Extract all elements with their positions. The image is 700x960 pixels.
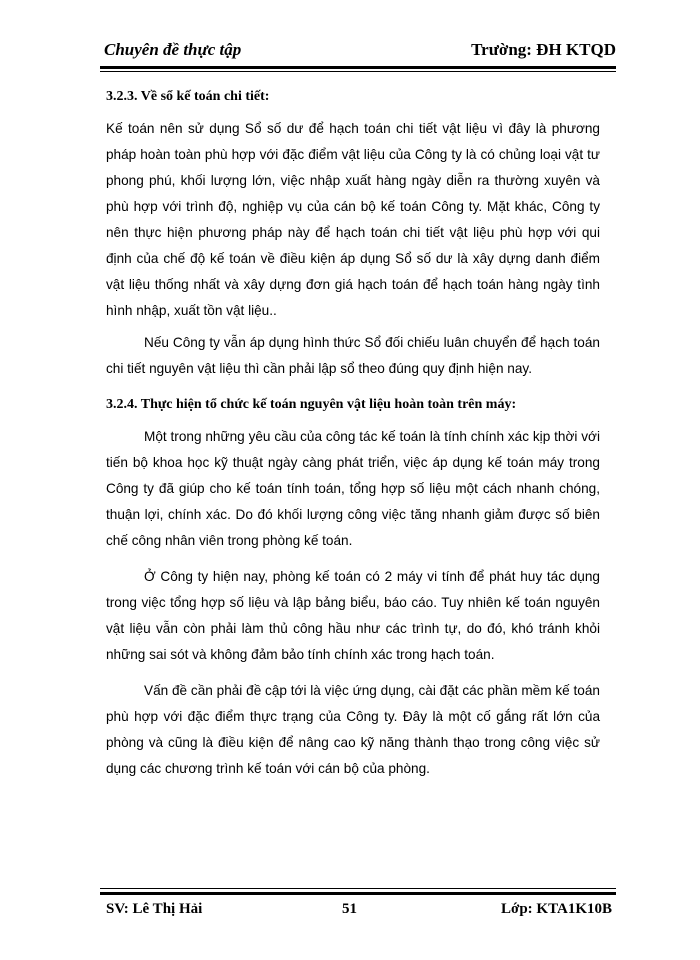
section-heading-3-2-3: 3.2.3. Về sổ kế toán chi tiết: — [106, 89, 270, 104]
header-bar — [104, 40, 616, 62]
page-body — [106, 84, 600, 782]
paragraph: Kế toán nên sử dụng Sổ số dư để hạch toán chi tiết vật liệu vì đây là phương pháp hoàn toàn phù hợp với đặc điểm vật liệu của Công ty là có chủng loại vật tư phong phú, khối lượng lớn, việc nhập xuất hàng ngày diễn ra thường xuyên và phù hợp với trình độ, nghiệp vụ của cán bộ kế toán Công ty. Mặt khác, Công ty nên thực hiện phương pháp này để hạch toán chi tiết vật liệu phù hợp với qui định của chế độ kế toán về điều kiện áp dụng Sổ số dư là xây dựng danh điểm vật liệu thống nhất và xây dựng đơn giá hạch toán để hạch toán hàng ngày tình hình nhập, xuất tồn vật liệu.. — [106, 121, 600, 318]
class-code: Lớp: KTA1K10B — [501, 901, 612, 917]
paragraph: Nếu Công ty vẫn áp dụng hình thức Sổ đối chiếu luân chuyển để hạch toán chi tiết nguyên vật liệu thì cần phải lập sổ theo đúng quy định hiện nay. — [106, 335, 600, 376]
footer-bar — [106, 901, 612, 923]
header-rule-thin — [100, 71, 616, 72]
page-number: 51 — [342, 901, 357, 917]
university-label: Trường: ĐH KTQD — [471, 40, 616, 59]
header-rule-thick — [100, 66, 616, 69]
section-heading-3-2-4: 3.2.4. Thực hiện tổ chức kế toán nguyên vật liệu hoàn toàn trên máy: — [106, 397, 517, 412]
paragraph: Vấn đề cần phải đề cập tới là việc ứng dụng, cài đặt các phần mềm kế toán phù hợp với đặc điểm thực trạng của Công ty. Đây là một cố gắng rất lớn của phòng và cũng là điều kiện để nâng cao kỹ năng thành thạo trong công việc sử dụng các chương trình kế toán với cán bộ của phòng. — [106, 683, 600, 776]
student-name: SV: Lê Thị Hải — [106, 901, 203, 917]
footer-rule-thick — [100, 892, 616, 895]
document-type-label: Chuyên đề thực tập — [104, 40, 242, 59]
paragraph: Ở Công ty hiện nay, phòng kế toán có 2 máy vi tính để phát huy tác dụng trong việc tổng hợp số liệu và lập bảng biểu, báo cáo. Tuy nhiên kế toán nguyên vật liệu vẫn còn phải làm thủ công hầu như các trình tự, do đó, khó tránh khỏi những sai sót và không đảm bảo tính chính xác trong hạch toán. — [106, 569, 600, 662]
paragraph: Một trong những yêu cầu của công tác kế toán là tính chính xác kịp thời với tiến bộ khoa học kỹ thuật ngày càng phát triển, việc áp dụng kế toán máy trong Công ty đã giúp cho kế toán tính toán, tổng hợp số liệu một cách nhanh chóng, thuận lợi, chính xác. Do đó khối lượng công việc tăng nhanh giảm được số biên chế công nhân viên trong phòng kế toán. — [106, 429, 600, 548]
footer-rule-thin — [100, 888, 616, 889]
